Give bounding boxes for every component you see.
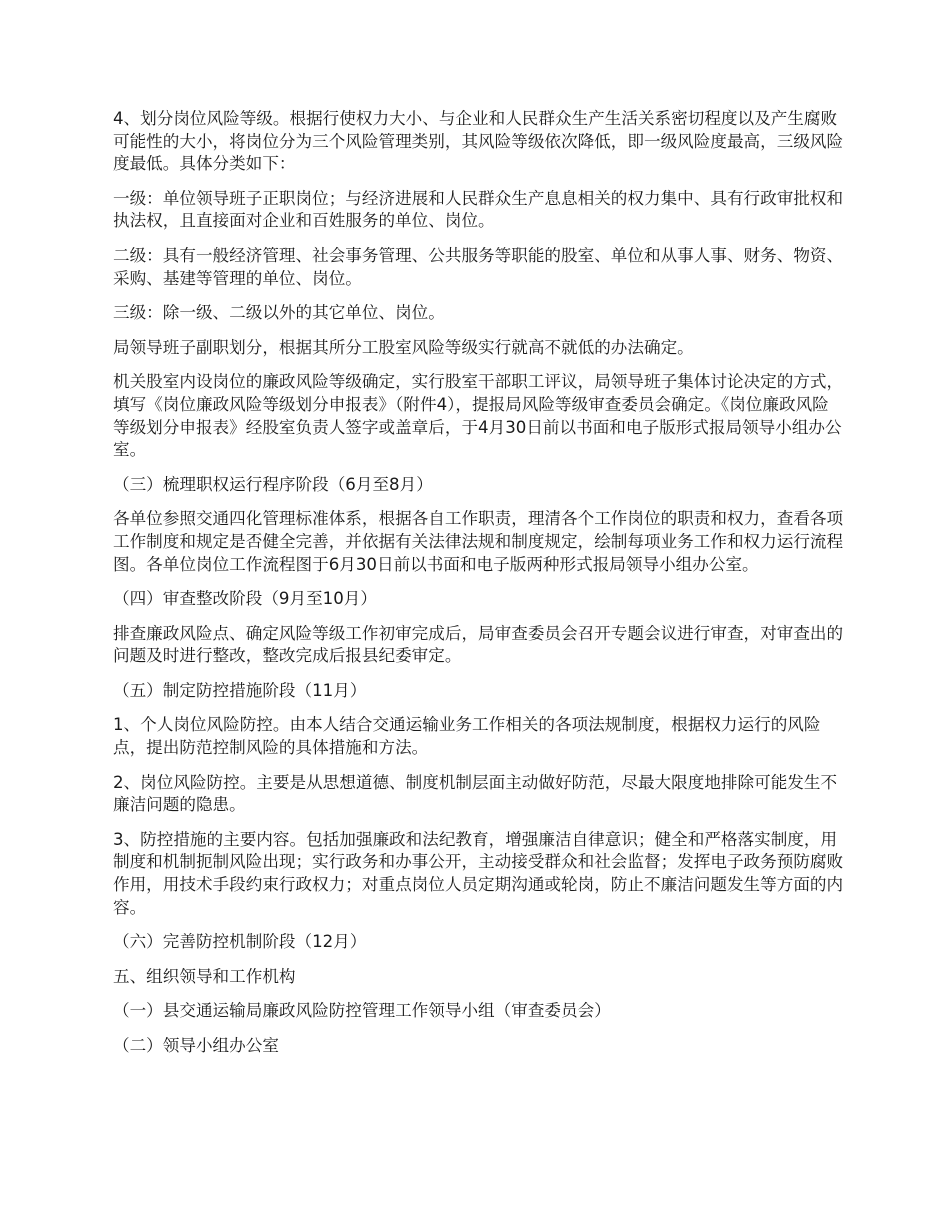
subheading-group-office: （二）领导小组办公室: [113, 1036, 279, 1055]
document-body: [113, 108, 845, 1070]
paragraph-office-risk-level: 机关股室内设岗位的廉政风险等级确定，实行股室干部职工评议，局领导班子集体讨论决定的方式，填写《岗位廉政风险等级划分申报表》（附件4），提报局风险等级审查委员会确定。《岗位廉政风险等级划分申报表》经股室负责人签字或盖章后，于4月30日前以书面和电子版形式报局领导小组办公室。: [113, 372, 844, 460]
section-heading-4: （四）审查整改阶段（9月至10月）: [113, 589, 377, 609]
paragraph-workflow: 各单位参照交通四化管理标准体系，根据各自工作职责，理清各个工作岗位的职责和权力，查看各项工作制度和规定是否健全完善，并依据有关法律法规和制度规定，绘制每项业务工作和权力运行流程图。各单位岗位工作流程图于6月30日前以书面和电子版两种形式报局领导小组办公室。: [113, 509, 844, 574]
section-heading-6: （六）完善防控机制阶段（12月）: [113, 932, 367, 952]
paragraph-level-one: 一级：单位领导班子正职岗位；与经济进展和人民群众生产息息相关的权力集中、具有行政审批权和执法权，且直接面对企业和百姓服务的单位、岗位。: [113, 188, 844, 231]
subheading-leading-group: （一）县交通运输局廉政风险防控管理工作领导小组（审查委员会）: [113, 1001, 611, 1021]
paragraph-deputy-division: 局领导班子副职划分，根据其所分工股室风险等级实行就高不就低的办法确定。: [113, 337, 694, 357]
paragraph-level-three: 三级：除一级、二级以外的其它单位、岗位。: [113, 303, 445, 323]
paragraph-personal-control: 1、个人岗位风险防控。由本人结合交通运输业务工作相关的各项法规制度，根据权力运行的风险点，提出防范控制风险的具体措施和方法。: [113, 715, 821, 758]
section-heading-5: （五）制定防控措施阶段（11月）: [113, 680, 367, 700]
chapter-heading-5: 五、组织领导和工作机构: [113, 966, 296, 986]
paragraph-control-content: 3、防控措施的主要内容。包括加强廉政和法纪教育，增强廉洁自律意识；健全和严格落实制度，用制度和机制扼制风险出现；实行政务和办事公开，主动接受群众和社会监督；发挥电子政务预防腐败作用，用技术手段约束行政权力；对重点岗位人员定期沟通或轮岗，防止不廉洁问题发生等方面的内容。: [113, 829, 844, 917]
paragraph-post-control: 2、岗位风险防控。主要是从思想道德、制度机制层面主动做好防范，尽最大限度地排除可能发生不廉洁问题的隐患。: [113, 772, 838, 815]
section-heading-3: （三）梳理职权运行程序阶段（6月至8月）: [113, 474, 433, 494]
paragraph-risk-level-division: 4、划分岗位风险等级。根据行使权力大小、与企业和人民群众生产生活关系密切程度以及产生腐败可能性的大小，将岗位分为三个风险管理类别，其风险等级依次降低，即一级风险度最高，三级风险度最低。具体分类如下：: [113, 109, 844, 174]
paragraph-level-two: 二级：具有一般经济管理、社会事务管理、公共服务等职能的股室、单位和从事人事、财务、物资、采购、基建等管理的单位、岗位。: [113, 245, 844, 288]
paragraph-review: 排查廉政风险点、确定风险等级工作初审完成后，局审查委员会召开专题会议进行审查，对审查出的问题及时进行整改，整改完成后报县纪委审定。: [113, 623, 844, 666]
